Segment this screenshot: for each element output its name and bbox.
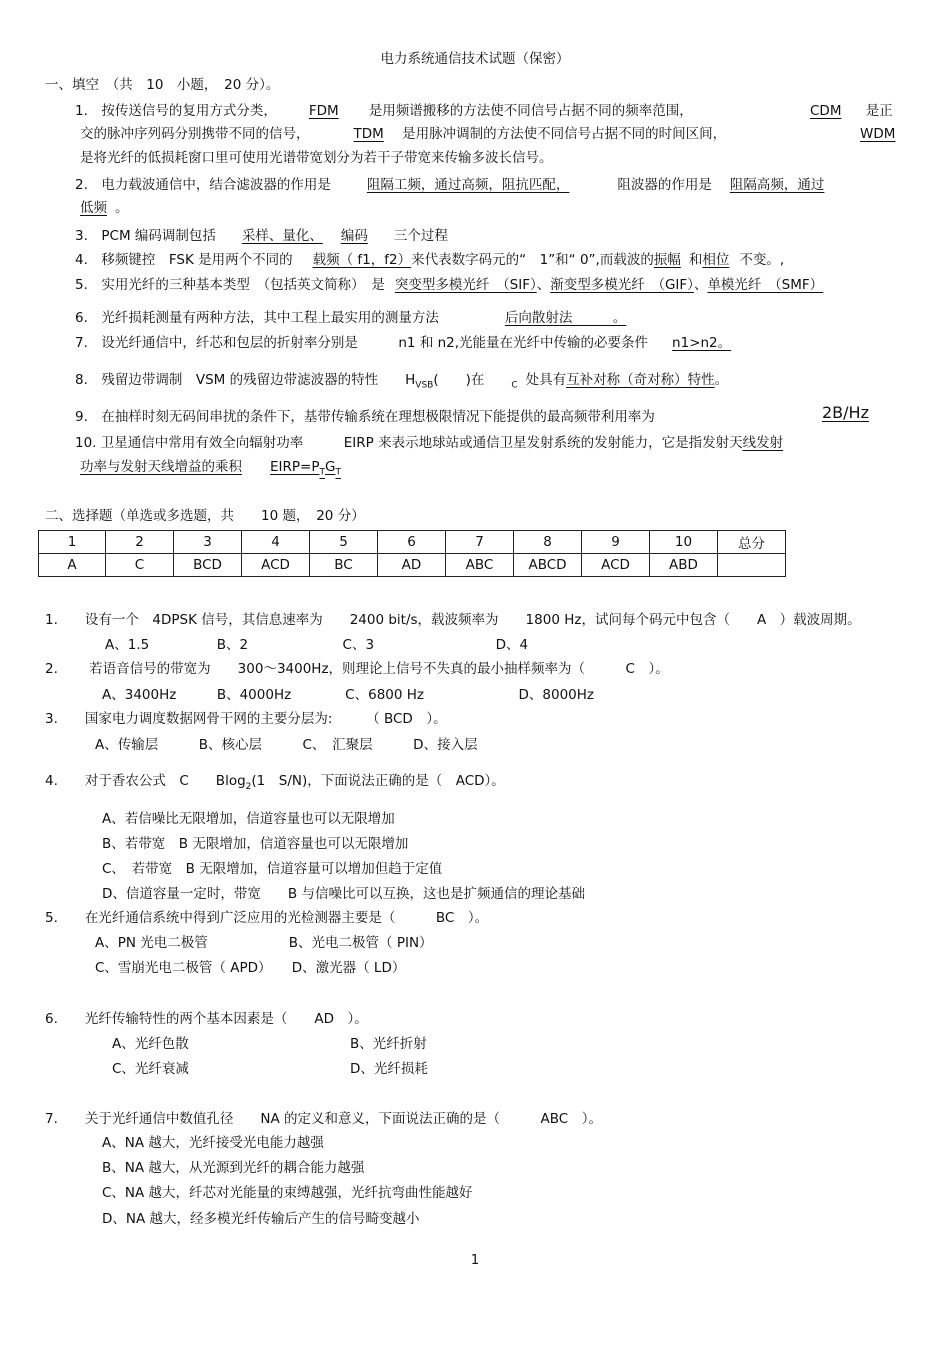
choice-q2-stem: 2. 若语音信号的带宽为 300～3400Hz，则理论上信号不失真的最小抽样频率为（ C ）。 (45, 661, 669, 677)
choice-q5-options-ab: A、PN 光电二极管 B、光电二极管（ PIN） (95, 935, 433, 951)
table-cell: 总分 (718, 531, 786, 554)
fill-q2-line2: 低频 。 (80, 200, 129, 216)
choice-q7-option-d: D、NA 越大，经多模光纤传输后产生的信号畸变越小 (102, 1211, 420, 1227)
choice-q7-option-a: A、NA 越大，光纤接受光电能力越强 (102, 1135, 324, 1151)
fill-q9: 9. 在抽样时刻无码间串扰的条件下，基带传输系统在理想极限情况下能提供的最高频带利用率为 (75, 409, 655, 425)
choice-q7-option-b: B、NA 越大，从光源到光纤的耦合能力越强 (102, 1160, 365, 1176)
section1-heading: 一、填空 （共 10 小题， 20 分）。 (45, 77, 280, 93)
table-cell: ABC (446, 554, 514, 577)
table-cell: ACD (242, 554, 310, 577)
choice-q4-option-d: D、信道容量一定时，带宽 B 与信噪比可以互换，这也是扩频通信的理论基础 (102, 886, 585, 902)
fill-q8: 8. 残留边带调制 VSM 的残留边带滤波器的特性 $H_{VSB}$( )在 $_C$ 处具有互补对称（奇对称）特性。 (75, 372, 729, 391)
fill-q1-answer-wdm: WDM (860, 126, 896, 142)
table-cell: 9 (582, 531, 650, 554)
table-cell: C (106, 554, 174, 577)
choice-q3-options: A、传输层 B、核心层 C、 汇聚层 D、接入层 (95, 737, 478, 753)
fill-q9-answer: 2B/Hz (822, 403, 869, 422)
page-number: 1 (470, 1253, 480, 1268)
choice-q6-option-c: C、光纤衰减 (112, 1061, 189, 1077)
table-cell: 1 (39, 531, 106, 554)
fill-q1-line2: 交的脉冲序列码分别携带不同的信号， TDM 是用脉冲调制的方法使不同信号占据不同的时间区间， (80, 126, 727, 142)
table-cell: 4 (242, 531, 310, 554)
choice-q4-option-c: C、 若带宽 B 无限增加，信道容量可以增加但趋于定值 (102, 861, 443, 877)
fill-q2-line1: 2. 电力载波通信中，结合滤波器的作用是 阻隔工频，通过高频，阻抗匹配， 阻波器的作用是 阻隔高频，通过 (75, 177, 825, 193)
choice-q5-stem: 5. 在光纤通信系统中得到广泛应用的光检测器主要是（ BC ）。 (45, 910, 489, 926)
choice-q4-option-a: A、若信噪比无限增加，信道容量也可以无限增加 (102, 811, 395, 827)
choice-q1-stem: 1. 设有一个 4DPSK 信号，其信息速率为 2400 bit/s，载波频率为 1800 Hz，试问每个码元中包含（ A ）载波周期。 (45, 612, 861, 628)
table-cell (718, 554, 786, 577)
choice-q6-option-d: D、光纤损耗 (350, 1061, 428, 1077)
choice-q4-stem: 4. 对于香农公式 C Blog$_2$(1 S/N)，下面说法正确的是（ ACD）。 (45, 773, 505, 793)
fill-answer: FDM (308, 103, 339, 119)
fill-q10-line2: 功率与发射天线增益的乘积 $EIRP=P_TG_T$ (80, 459, 341, 478)
table-cell: AD (378, 554, 446, 577)
table-cell: ACD (582, 554, 650, 577)
answer-table-header-row (39, 531, 786, 554)
fill-q5: 5. 实用光纤的三种基本类型 （包括英文简称） 是 突变型多模光纤 （SIF）、渐变型多模光纤 （GIF）、单模光纤 （SMF） (75, 277, 824, 293)
choice-q5-options-cd: C、雪崩光电二极管（ APD） D、激光器（ LD） (95, 960, 406, 976)
table-cell: 7 (446, 531, 514, 554)
table-cell: 6 (378, 531, 446, 554)
choice-q1-options: A、1.5 B、2 C、3 D、4 (105, 637, 529, 653)
fill-answer: TDM (353, 126, 384, 142)
fill-q1-line3: 是将光纤的低损耗窗口里可使用光谱带宽划分为若干子带宽来传输多波长信号。 (80, 150, 553, 166)
choice-q7-stem: 7. 关于光纤通信中数值孔径 NA 的定义和意义，下面说法正确的是（ ABC ）。 (45, 1111, 602, 1127)
answer-table (38, 530, 786, 577)
fill-q7: 7. 设光纤通信中，纤芯和包层的折射率分别是 n1 和 n2,光能量在光纤中传输的必要条件 n1>n2。 (75, 335, 732, 351)
table-cell: 10 (650, 531, 718, 554)
fill-q4: 4. 移频键控 FSK 是用两个不同的 载频（ f1，f2）来代表数字码元的“ 1”和“ 0”,而载波的振幅 和相位 不变。, (75, 252, 785, 268)
choice-q4-option-b: B、若带宽 B 无限增加，信道容量也可以无限增加 (102, 836, 409, 852)
fill-q3: 3. PCM 编码调制包括 采样、量化、 编码 三个过程 (75, 228, 448, 244)
document-title: 电力系统通信技术试题（保密） (380, 51, 570, 67)
table-cell: 8 (514, 531, 582, 554)
fill-q10-line1: 10. 卫星通信中常用有效全向辐射功率 EIRP 来表示地球站或通信卫星发射系统的发射能力，它是指发射天线发射 (75, 435, 784, 451)
table-cell: ABD (650, 554, 718, 577)
fill-answer: 阻隔高频，通过 (729, 177, 825, 193)
choice-q7-option-c: C、NA 越大，纤芯对光能量的束缚越强，光纤抗弯曲性能越好 (102, 1185, 473, 1201)
table-cell: 3 (174, 531, 242, 554)
answer-table-answers-row (39, 554, 786, 577)
section2-heading: 二、选择题（单选或多选题，共 10 题， 20 分） (45, 508, 365, 524)
table-cell: 2 (106, 531, 174, 554)
choice-q6-option-a: A、光纤色散 (112, 1036, 189, 1052)
choice-q3-stem: 3. 国家电力调度数据网骨干网的主要分层为: （ BCD ）。 (45, 711, 447, 727)
choice-q2-options: A、3400Hz B、4000Hz C、6800 Hz D、8000Hz (102, 687, 594, 703)
table-cell: BCD (174, 554, 242, 577)
table-cell: A (39, 554, 106, 577)
fill-answer: 阻隔工频，通过高频，阻抗匹配， (366, 177, 570, 193)
choice-q6-stem: 6. 光纤传输特性的两个基本因素是（ AD ）。 (45, 1011, 368, 1027)
table-cell: 5 (310, 531, 378, 554)
choice-q6-option-b: B、光纤折射 (350, 1036, 427, 1052)
fill-q6: 6. 光纤损耗测量有两种方法，其中工程上最实用的测量方法 后向散射法 。 (75, 310, 627, 326)
fill-q1-answer-cdm: CDM 是正 (810, 103, 893, 119)
table-cell: ABCD (514, 554, 582, 577)
table-cell: BC (310, 554, 378, 577)
fill-q1-line1: 1. 按传送信号的复用方式分类， FDM 是用频谱搬移的方法使不同信号占据不同的频率范围， (75, 103, 693, 119)
